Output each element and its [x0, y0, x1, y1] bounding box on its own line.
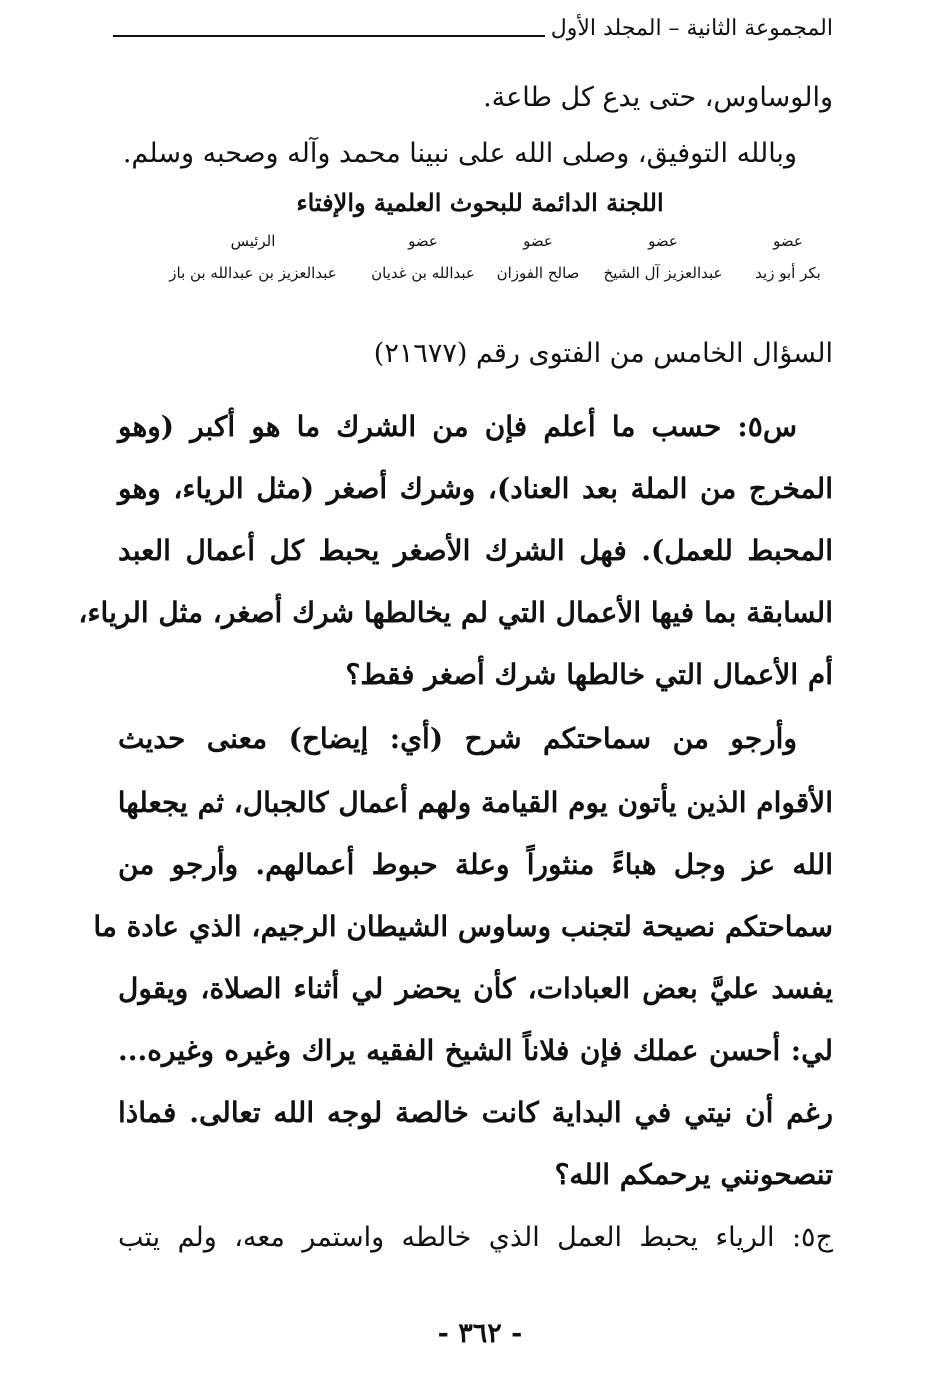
member-role: عضو — [523, 232, 553, 250]
member-name: عبدالله بن غديان — [371, 264, 475, 282]
fatwa-heading: السؤال الخامس من الفتوى رقم (٢١٦٧٧) — [373, 338, 833, 369]
header-title: المجموعة الثانية – المجلد الأول — [550, 16, 833, 41]
member-name: بكر أبو زيد — [755, 264, 821, 282]
member-role: الرئيس — [230, 232, 276, 250]
answer-line-1: ج٥: الرياء يحبط العمل الذي خالطه واستمر معه، ولم يتب — [118, 1222, 833, 1253]
question-line: س٥: حسب ما أعلم فإن من الشرك ما هو أكبر (وهو — [118, 410, 797, 443]
closing-line-1: والوساوس، حتى يدع كل طاعة. — [483, 82, 833, 113]
member-role: عضو — [773, 232, 803, 250]
question-line: وأرجو من سماحتكم شرح (أي: إيضاح) معنى حديث — [118, 722, 797, 755]
question-line: الأقوام الذين يأتون يوم القيامة ولهم أعمال كالجبال، ثم يجعلها — [117, 786, 833, 819]
question-line: المحبط للعمل). فهل الشرك الأصغر يحبط كل أعمال العبد — [118, 534, 833, 567]
question-line: السابقة بما فيها الأعمال التي لم يخالطها شرك أصغر، مثل الرياء، — [78, 596, 833, 629]
committee-title: اللجنة الدائمة للبحوث العلمية والإفتاء — [296, 188, 664, 217]
member-5 — [128, 232, 378, 282]
page-number: - ٣٦٢ - — [437, 1318, 523, 1349]
member-role: عضو — [408, 232, 438, 250]
question-line: سماحتكم نصيحة لتجنب وساوس الشيطان الرجيم، الذي عادة ما — [93, 910, 833, 943]
member-role: عضو — [648, 232, 678, 250]
header-rule — [113, 35, 545, 37]
question-line: تنصحونني يرحمكم الله؟ — [554, 1158, 833, 1191]
member-name: عبدالعزيز آل الشيخ — [603, 264, 723, 282]
question-line: المخرج من الملة بعد العناد)، وشرك أصغر (مثل الرياء، وهو — [118, 472, 833, 505]
member-name: عبدالعزيز بن عبدالله بن باز — [169, 264, 337, 282]
question-line: يفسد عليَّ بعض العبادات، كأن يحضر لي أثناء الصلاة، ويقول — [118, 972, 833, 1005]
member-name: صالح الفوزان — [496, 264, 580, 282]
closing-line-2: وبالله التوفيق، وصلى الله على نبينا محمد وآله وصحبه وسلم. — [122, 138, 797, 169]
committee-members — [118, 232, 833, 302]
question-line: رغم أن نيتي في البداية كانت خالصة لوجه الله تعالى. فماذا — [118, 1096, 833, 1129]
question-line: أم الأعمال التي خالطها شرك أصغر فقط؟ — [345, 658, 833, 691]
question-line: لي: أحسن عملك فإن فلاناً الشيخ الفقيه يراك وغيره وغيره... — [118, 1034, 833, 1067]
question-line: الله عز وجل هباءً منثوراً وعلة حبوط أعمالهم. وأرجو من — [118, 848, 833, 881]
running-header — [113, 16, 833, 41]
